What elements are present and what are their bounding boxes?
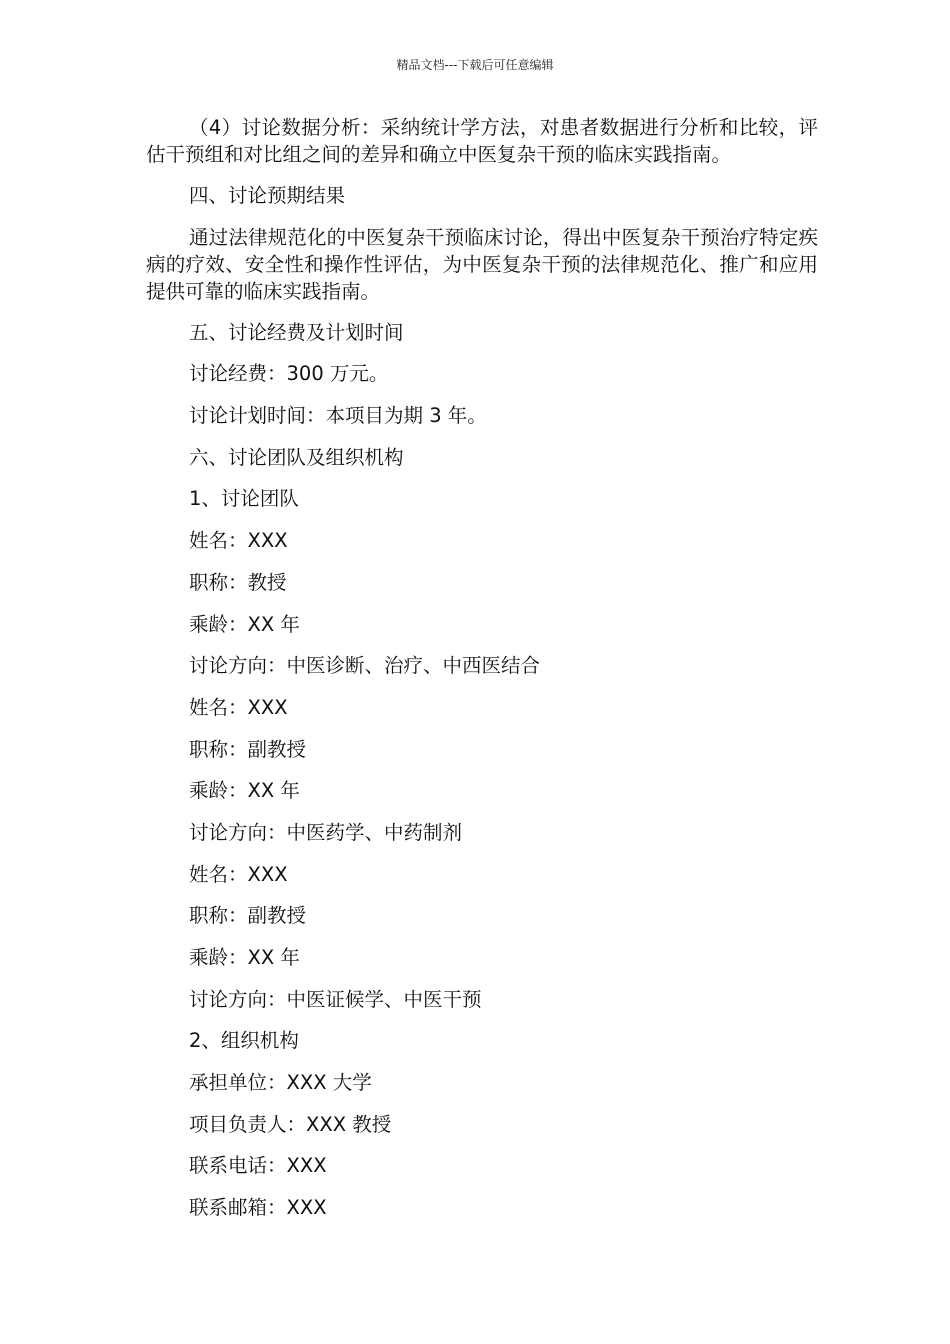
member-name: 姓名：XXX	[189, 862, 288, 886]
member-title: 职称：副教授	[189, 904, 307, 928]
org-email: 联系邮箱：XXX	[189, 1196, 327, 1220]
funding-line: 讨论经费：300 万元。	[189, 362, 389, 386]
org-unit: 承担单位：XXX 大学	[189, 1071, 372, 1095]
member-experience: 乘龄：XX 年	[189, 946, 300, 969]
page-header: 精品文档---下载后可任意编辑	[396, 58, 554, 72]
member-direction: 讨论方向：中医证候学、中医干预	[189, 987, 482, 1011]
member-experience: 乘龄：XX 年	[189, 612, 300, 636]
paragraph-expected-results: 通过法律规范化的中医复杂干预临床讨论，得出中医复杂干预治疗特定疾病的疗效、安全性和操作性评估，为中医复杂干预的法律规范化、推广和应用提供可靠的临床实践指南。	[146, 225, 818, 303]
spacer	[146, 305, 818, 319]
member-experience: 乘龄：XX 年	[189, 779, 300, 803]
document-body	[146, 114, 818, 1236]
member-title: 职称：教授	[189, 570, 287, 594]
org-phone: 联系电话：XXX	[189, 1154, 327, 1178]
org-heading: 2、组织机构	[189, 1029, 299, 1053]
member-direction: 讨论方向：中医药学、中药制剂	[189, 820, 463, 844]
member-title: 职称：副教授	[189, 737, 307, 761]
team-heading: 1、讨论团队	[189, 487, 299, 511]
section-heading-funding-schedule: 五、讨论经费及计划时间	[189, 320, 404, 344]
schedule-line: 讨论计划时间：本项目为期 3 年。	[189, 404, 487, 428]
spacer	[146, 168, 818, 182]
org-leader: 项目负责人：XXX 教授	[189, 1112, 392, 1136]
member-name: 姓名：XXX	[189, 529, 288, 553]
member-direction: 讨论方向：中医诊断、治疗、中西医结合	[189, 654, 541, 678]
section-heading-expected-results: 四、讨论预期结果	[189, 184, 346, 207]
paragraph-data-analysis: （4）讨论数据分析：采纳统计学方法，对患者数据进行分析和比较，评估干预组和对比组之间的差异和确立中医复杂干预的临床实践指南。	[146, 116, 818, 166]
member-name: 姓名：XXX	[189, 695, 288, 719]
section-heading-team-org: 六、讨论团队及组织机构	[189, 445, 404, 469]
